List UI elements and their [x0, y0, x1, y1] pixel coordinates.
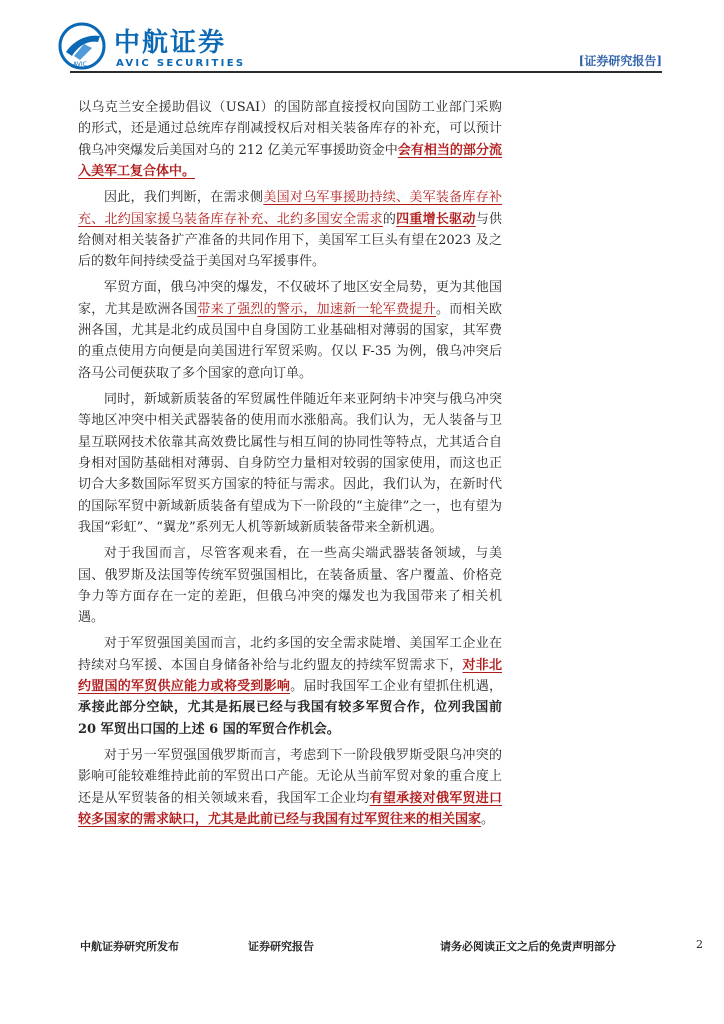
paragraph-6	[78, 633, 502, 740]
paragraph-4	[78, 389, 502, 539]
paragraph-text: 对于我国而言，尽管客观来看，在一些高尖端武器装备领域，与美国、俄罗斯及法国等传统军贸强国相比，在装备质量、客户覆盖、价格竞争力等方面存在一定的差距，但俄乌冲突的爆发也为我国带来了相关机遇。	[78, 546, 502, 626]
highlighted-text: 有望承接对俄军贸进口较多国家的需求缺口，尤其是此前已经与我国有过军贸往来的相关国家	[78, 790, 502, 827]
highlighted-text: 会有相当的部分流入美军工复合体中。	[78, 142, 502, 180]
avic-logo-icon	[58, 22, 106, 70]
paragraph-5	[78, 543, 502, 629]
logo-english-name: AVIC SECURITIES	[116, 58, 246, 69]
paragraph-3	[78, 277, 502, 384]
paragraph-text: 对于另一军贸强国俄罗斯而言，考虑到下一阶段俄罗斯受限乌冲突的影响可能较难维持此前的军贸出口产能。无论从当前军贸对象的重合度上还是从军贸装备的相关领域来看，我国军工企业均	[78, 747, 502, 806]
paragraph-text: 。届时我国军工企业有望抓住机遇，	[290, 679, 502, 695]
page-number: 2	[696, 938, 703, 951]
report-type-tag: [证券研究报告]	[578, 54, 662, 68]
company-logo	[58, 22, 258, 72]
paragraph-text: 。	[481, 812, 495, 827]
svg-text:AVIC: AVIC	[73, 61, 87, 68]
highlighted-text: 对非北约盟国的军贸供应能力或将受到影响	[78, 657, 502, 695]
highlighted-text: 四重增长驱动	[396, 211, 476, 227]
paragraph-text: 同时，新域新质装备的军贸属性伴随近年来亚阿纳卡冲突与俄乌冲突等地区冲突中相关武器装备的使用而水涨船高。我们认为，无人装备与卫星互联网技术依靠其高效费比属性与相互间的协同性等特点，尤其适合自身相对国防基础相对薄弱、自身防空力量相对较弱的国家使用，而这也正切合大多数国际军贸买方国家的特征与需求。因此，我们认为，在新时代的国际军贸中新域新质装备有望成为下一阶段的“主旋律”之一，也有望为我国“彩虹”、“翼龙”系列无人机等新域新质装备带来全新机遇。	[78, 391, 502, 536]
paragraph-text: 因此，我们判断，在需求侧	[104, 190, 264, 206]
paragraph-1	[78, 97, 502, 183]
highlighted-text: 带来了强烈的警示，加速新一轮军费提升	[197, 301, 436, 317]
report-body	[78, 97, 502, 835]
bold-text: 承接此部分空缺，尤其是拓展已经与我国有较多军贸合作，位列我国前 20 军贸出口国的上述 6 国的军贸合作机会。	[78, 700, 502, 737]
header-divider	[70, 71, 662, 73]
paragraph-text: 的	[382, 211, 397, 227]
paragraph-text: 以乌克兰安全援助倡议（USAI）的国防部直接授权向国防工业部门采购的形式，还是通过总统库存削减授权后对相关装备库存的补充，可以预计俄乌冲突爆发后美国对乌的 212 亿美元军事援助资金中	[78, 100, 502, 158]
paragraph-text: 对于军贸强国美国而言，北约多国的安全需求陡增、美国军工企业在持续对乌军援、本国自身储备补给与北约盟友的持续军贸需求下，	[78, 636, 502, 673]
highlighted-text: 美国对乌军事援助持续、美军装备库存补充、北约国家援乌装备库存补充、北约多国安全需求	[78, 190, 502, 227]
footer-doc-type: 证券研究报告	[248, 940, 314, 953]
paragraph-2	[78, 187, 502, 273]
paragraph-text: 与供给侧对相关装备扩产准备的共同作用下，美国军工巨头有望在2023 及之后的数年间持续受益于美国对乌军援事件。	[78, 211, 502, 270]
logo-chinese-name: 中航证券	[114, 28, 227, 58]
footer-publisher: 中航证券研究所发布	[80, 940, 179, 953]
paragraph-7	[78, 745, 502, 831]
page-header	[0, 0, 724, 90]
page-footer	[0, 938, 724, 962]
footer-disclaimer: 请务必阅读正文之后的免责声明部分	[440, 940, 616, 953]
paragraph-text: 。而相关欧洲各国，尤其是北约成员国中自身国防工业基础相对薄弱的国家，其军费的重点使用方向便是向美国进行军贸采购。仅以 F-35 为例，俄乌冲突后洛马公司便获取了多个国家的意向订单。	[78, 301, 502, 381]
paragraph-text: 军贸方面，俄乌冲突的爆发，不仅破坏了地区安全局势，更为其他国家，尤其是欧洲各国	[78, 280, 502, 317]
